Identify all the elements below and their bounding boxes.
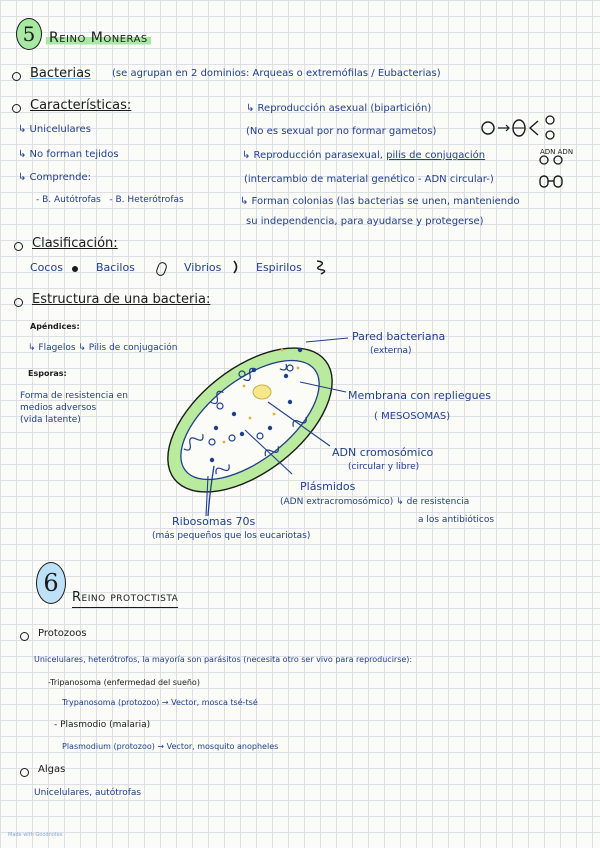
clasificacion-heading: Clasificación: [32, 236, 118, 251]
colonias-text-2: su independencia, para ayudarse y protegerse) [246, 216, 484, 227]
clasificacion-type: Espirilos [256, 261, 302, 274]
adn-sketch-label: ADN ADN [540, 148, 574, 156]
bacterias-note: (se agrupan en 2 dominios: Arqueas o extremófilas / Eubacterias) [112, 68, 441, 79]
clasificacion-type: Vibrios [184, 261, 222, 274]
section-number: 6 [43, 569, 59, 597]
label-ribosomas: Ribosomas 70s [172, 515, 256, 528]
esporas-line: medios adversos [20, 403, 97, 413]
section-number: 5 [22, 22, 36, 46]
parasexual-prefix: ↳ Reproducción parasexual, [242, 150, 383, 161]
section-number-badge [36, 562, 66, 604]
reproduccion-asexual: ↳ Reproducción asexual (bipartición) [246, 103, 432, 114]
label-plasmidos: Plásmidos [300, 480, 356, 493]
comprende-types: - B. Autótrofas - B. Heterótrofas [36, 195, 184, 205]
label-pared-sub: (externa) [370, 346, 412, 356]
section-title: Reino Moneras [46, 30, 151, 46]
protozoos-heading: Protozoos [38, 628, 87, 639]
bullet-icon [20, 632, 29, 641]
label-ribosomas-sub: (más pequeños que los eucariotas) [152, 531, 311, 541]
label-adn-sub: (circular y libre) [348, 462, 420, 472]
caracteristica-item: ↳ No forman tejidos [18, 149, 119, 160]
parasexual-link: pilis de conjugación [386, 150, 486, 161]
esporas-line: (vida latente) [20, 415, 81, 425]
label-plasmidos-sub2: a los antibióticos [418, 515, 495, 525]
protozoos-description: Unicelulares, heterótrofos, la mayoría son parásitos (necesita otro ser vivo para reproducirse): [34, 655, 413, 664]
algas-description: Unicelulares, autótrofas [34, 788, 142, 798]
section-title: Reino protoctista [72, 590, 178, 608]
clasificacion-type: Cocos [30, 261, 63, 274]
caracteristica-item: ↳ Unicelulares [18, 124, 91, 135]
label-membrana-sub: ( MESOSOMAS) [374, 411, 451, 422]
clasificacion-type: Bacilos [96, 261, 135, 274]
label-adn: ADN cromosómico [332, 446, 434, 459]
label-membrana: Membrana con repliegues [348, 389, 492, 402]
reproduccion-asexual-note: (No es sexual por no formar gametos) [246, 126, 437, 137]
bacterias-heading: Bacterias [30, 66, 91, 81]
esporas-line: Forma de resistencia en [20, 391, 128, 401]
goodnotes-footer: Made with Goodnotes [8, 832, 63, 838]
tripanosoma-item: -Tripanosoma (enfermedad del sueño) [48, 678, 200, 687]
esporas-heading: Esporas: [28, 369, 67, 378]
tripanosoma-detail: Trypanosoma (protozoo) → Vector, mosca tsé-tsé [62, 698, 258, 707]
apendices-list: ↳ Flagelos ↳ Pilis de conjugación [28, 343, 178, 353]
label-plasmidos-sub: (ADN extracromosómico) ↳ de resistencia [280, 497, 470, 507]
colonias-text: ↳ Forman colonias (las bacterias se unen, manteniendo [240, 196, 520, 207]
label-pared: Pared bacteriana [352, 330, 446, 343]
estructura-heading: Estructura de una bacteria: [32, 292, 211, 307]
caracteristica-item: ↳ Comprende: [18, 172, 91, 183]
apendices-heading: Apéndices: [30, 322, 80, 331]
algas-heading: Algas [38, 764, 66, 775]
caracteristicas-heading: Características: [30, 98, 132, 113]
plasmodio-detail: Plasmodium (protozoo) → Vector, mosquito anopheles [62, 742, 279, 751]
reproduccion-parasexual-note: (intercambio de material genético - ADN circular-) [244, 174, 494, 185]
plasmodio-item: - Plasmodio (malaria) [54, 720, 151, 730]
bullet-icon [20, 768, 29, 777]
